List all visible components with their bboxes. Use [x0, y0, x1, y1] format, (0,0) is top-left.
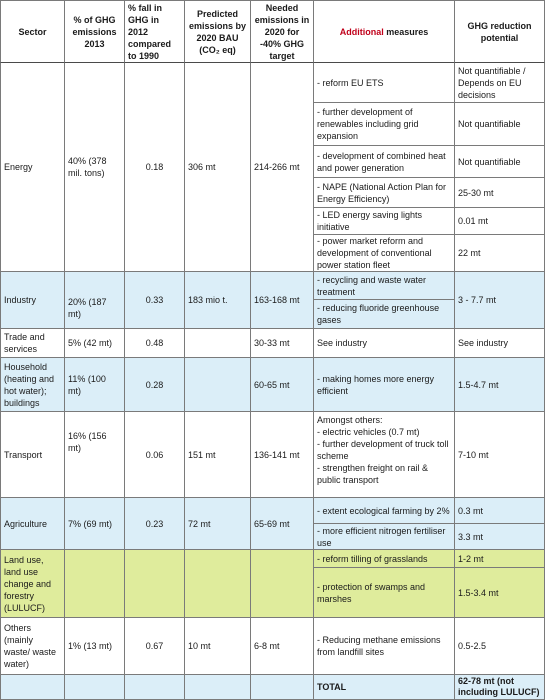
energy-needed: [251, 63, 314, 272]
others-fall-text: 0.67: [145, 641, 164, 651]
industry-potential-text: 3 - 7.7 mt: [458, 295, 497, 305]
total-empty-4: [185, 675, 251, 700]
transport-needed: [251, 412, 314, 498]
total-potential-text: 62-78 mt (not including LULUCF): [458, 676, 540, 697]
header-measures-text: [340, 26, 429, 38]
transport-sector-text: Transport: [4, 449, 43, 460]
agriculture-sector-text: Agriculture: [4, 518, 48, 529]
household-measures-text: - making homes more energy efficient: [317, 373, 435, 396]
transport-pct-text: 16% (156 mt): [68, 431, 107, 453]
energy-potential-5-text: 0.01 mt: [458, 216, 489, 226]
transport-sector: [0, 412, 65, 498]
energy-pct-text: 40% (378 mil. tons): [68, 156, 107, 178]
energy-potential-6: [455, 235, 544, 271]
transport-measure-3: - further development of truck toll scheme: [317, 439, 449, 461]
trade-fall-text: 0.48: [145, 338, 164, 348]
agriculture-pct: [65, 498, 125, 550]
trade-sector: [0, 329, 65, 358]
energy-fall-text: 0.18: [145, 162, 164, 172]
agriculture-measure-1: [314, 498, 454, 524]
energy-predicted: [185, 63, 251, 272]
energy-potential-1-text: Not quantifiable / Depends on EU decisions: [458, 65, 526, 100]
transport-fall-text: 0.06: [145, 449, 164, 460]
household-sector-text: Household (heating and hot water); buildings: [4, 361, 55, 408]
trade-sector-text: Trade and services: [4, 332, 45, 354]
energy-sector-text: Energy: [4, 162, 33, 172]
transport-measure-2: - electric vehicles (0.7 mt): [317, 427, 420, 437]
transport-fall: [125, 412, 185, 498]
transport-measure-4: - strengthen freight on rail & public transport: [317, 463, 429, 485]
agriculture-needed: [251, 498, 314, 550]
energy-potentials: [455, 63, 545, 272]
landuse-potential-2: [455, 568, 544, 617]
agriculture-potential-2: [455, 524, 544, 549]
industry-measure-2-text: - reducing fluoride greenhouse gases: [317, 303, 440, 325]
energy-measure-1: [314, 63, 454, 103]
industry-needed: [251, 272, 314, 329]
household-predicted: [185, 358, 251, 412]
total-empty-5: [251, 675, 314, 700]
energy-predicted-text: 306 mt: [188, 162, 216, 172]
agriculture-measure-2: [314, 524, 454, 549]
agriculture-fall: [125, 498, 185, 550]
industry-needed-text: 163-168 mt: [254, 295, 300, 305]
industry-fall: [125, 272, 185, 329]
industry-potential: [455, 272, 545, 329]
agriculture-potential-1: [455, 498, 544, 524]
total-potential: [455, 675, 545, 700]
household-fall-text: 0.28: [145, 379, 164, 390]
trade-potential: [455, 329, 545, 358]
agriculture-fall-text: 0.23: [145, 518, 164, 529]
trade-needed-text: 30-33 mt: [254, 338, 290, 348]
household-sector: [0, 358, 65, 412]
household-needed: [251, 358, 314, 412]
transport-measures: [314, 412, 455, 498]
others-needed-text: 6-8 mt: [254, 641, 280, 651]
agriculture-measure-2-text: - more efficient nitrogen fertiliser use: [317, 525, 446, 548]
industry-sector: [0, 272, 65, 329]
others-pct: [65, 618, 125, 675]
total-empty-3: [125, 675, 185, 700]
total-label: [314, 675, 455, 700]
header-pct-fall-text: % fall in GHG in 2012 compared to 1990: [128, 2, 172, 61]
energy-measure-5-text: - LED energy saving lights initiative: [317, 210, 423, 232]
landuse-sector-text: Land use, land use change and forestry (LULUCF): [4, 554, 52, 613]
energy-measure-6: [314, 235, 454, 271]
landuse-measure-2: [314, 568, 454, 617]
energy-measure-5: [314, 208, 454, 235]
others-pct-text: 1% (13 mt): [68, 641, 113, 651]
header-measures: [314, 0, 455, 63]
header-needed-text: Needed emissions in 2020 for -40% GHG target: [254, 2, 310, 61]
energy-measure-4: [314, 178, 454, 208]
landuse-measure-2-text: - protection of swamps and marshes: [317, 581, 426, 604]
energy-potential-1: [455, 63, 544, 103]
trade-pct: [65, 329, 125, 358]
landuse-measures: [314, 550, 455, 618]
landuse-potential-2-text: 1.5-3.4 mt: [458, 587, 499, 598]
header-pct-ghg: [65, 0, 125, 63]
household-potential-text: 1.5-4.7 mt: [458, 379, 499, 390]
agriculture-predicted: [185, 498, 251, 550]
energy-potential-3-text: Not quantifiable: [458, 156, 521, 167]
agriculture-potentials: [455, 498, 545, 550]
transport-potential-text: 7-10 mt: [458, 449, 489, 460]
industry-sector-text: Industry: [4, 295, 37, 305]
header-predicted-text: Predicted emissions by 2020 BAU (CO₂ eq): [188, 8, 247, 55]
energy-sector: [0, 63, 65, 272]
energy-potential-5: [455, 208, 544, 235]
trade-fall: [125, 329, 185, 358]
landuse-sector: [0, 550, 65, 618]
total-label-text: TOTAL: [317, 682, 347, 692]
energy-measure-1-text: - reform EU ETS: [317, 77, 384, 88]
industry-fall-text: 0.33: [145, 295, 164, 305]
energy-pct: [65, 63, 125, 272]
transport-needed-text: 136-141 mt: [254, 449, 300, 460]
energy-potential-4-text: 25-30 mt: [458, 187, 494, 198]
landuse-measure-1: [314, 550, 454, 568]
header-potential: [455, 0, 545, 63]
landuse-measure-1-text: - reform tilling of grasslands: [317, 553, 428, 564]
header-needed: [251, 0, 314, 63]
header-sector-text: Sector: [18, 26, 47, 37]
energy-fall: [125, 63, 185, 272]
energy-measure-4-text: - NAPE (National Action Plan for Energy Efficiency): [317, 181, 447, 204]
industry-pct: [65, 272, 125, 329]
industry-measure-2: [314, 300, 454, 328]
landuse-potentials: [455, 550, 545, 618]
header-predicted: [185, 0, 251, 63]
agriculture-measures: [314, 498, 455, 550]
others-predicted-text: 10 mt: [188, 641, 211, 651]
transport-potential: [455, 412, 545, 498]
energy-measure-2-text: - further development of renewables including grid expansion: [317, 107, 419, 141]
others-potential: [455, 618, 545, 675]
others-measures: [314, 618, 455, 675]
trade-potential-text: See industry: [458, 338, 509, 348]
household-potential: [455, 358, 545, 412]
household-fall: [125, 358, 185, 412]
header-potential-text: GHG reduction potential: [467, 20, 532, 43]
agriculture-sector: [0, 498, 65, 550]
industry-measures: [314, 272, 455, 329]
others-sector-text: Others (mainly waste/ waste water): [4, 623, 57, 669]
agriculture-potential-1-text: 0.3 mt: [458, 505, 484, 516]
industry-predicted-text: 183 mio t.: [188, 295, 228, 305]
landuse-needed: [251, 550, 314, 618]
transport-measure-1: Amongst others:: [317, 415, 383, 425]
others-fall: [125, 618, 185, 675]
agriculture-measure-1-text: - extent ecological farming by 2%: [317, 505, 450, 516]
agriculture-needed-text: 65-69 mt: [254, 518, 290, 529]
energy-potential-3: [455, 146, 544, 178]
landuse-pct: [65, 550, 125, 618]
header-pct-fall: [125, 0, 185, 63]
trade-pct-text: 5% (42 mt): [68, 338, 113, 348]
trade-predicted: [185, 329, 251, 358]
industry-predicted: [185, 272, 251, 329]
landuse-predicted: [185, 550, 251, 618]
total-empty-1: [0, 675, 65, 700]
industry-measure-1-text: - recycling and waste water treatment: [317, 274, 427, 297]
header-measures-rest: measures: [383, 26, 429, 37]
trade-measures-text: See industry: [317, 338, 368, 348]
household-pct: [65, 358, 125, 412]
industry-measure-1: [314, 272, 454, 300]
header-sector: [0, 0, 65, 63]
industry-pct-text: 20% (187 mt): [68, 297, 107, 319]
energy-measure-3: [314, 146, 454, 178]
agriculture-predicted-text: 72 mt: [188, 518, 211, 529]
others-predicted: [185, 618, 251, 675]
transport-predicted-text: 151 mt: [188, 449, 216, 460]
header-pct-ghg-text: % of GHG emissions 2013: [72, 14, 117, 49]
others-needed: [251, 618, 314, 675]
energy-potential-2: [455, 103, 544, 146]
others-sector: [0, 618, 65, 675]
agriculture-pct-text: 7% (69 mt): [68, 518, 113, 529]
energy-measure-3-text: - development of combined heat and power generation: [317, 150, 446, 173]
agriculture-potential-2-text: 3.3 mt: [458, 531, 484, 542]
landuse-potential-1: [455, 550, 544, 568]
trade-measures: [314, 329, 455, 358]
landuse-fall: [125, 550, 185, 618]
total-empty-2: [65, 675, 125, 700]
energy-potential-6-text: 22 mt: [458, 248, 481, 258]
energy-measures: [314, 63, 455, 272]
header-measures-accent: Additional: [339, 26, 384, 37]
household-pct-text: 11% (100 mt): [68, 373, 106, 396]
energy-potential-4: [455, 178, 544, 208]
energy-measure-6-text: - power market reform and development of conventional power station fleet: [317, 236, 432, 270]
energy-measure-2: [314, 103, 454, 146]
household-measures: [314, 358, 455, 412]
landuse-potential-1-text: 1-2 mt: [458, 553, 484, 564]
transport-pct: [65, 412, 125, 498]
transport-predicted: [185, 412, 251, 498]
others-measures-text: - Reducing methane emissions from landfill sites: [317, 635, 441, 657]
others-potential-text: 0.5-2.5: [458, 641, 487, 651]
energy-needed-text: 214-266 mt: [254, 162, 300, 172]
energy-potential-2-text: Not quantifiable: [458, 119, 521, 129]
household-needed-text: 60-65 mt: [254, 379, 290, 390]
trade-needed: [251, 329, 314, 358]
